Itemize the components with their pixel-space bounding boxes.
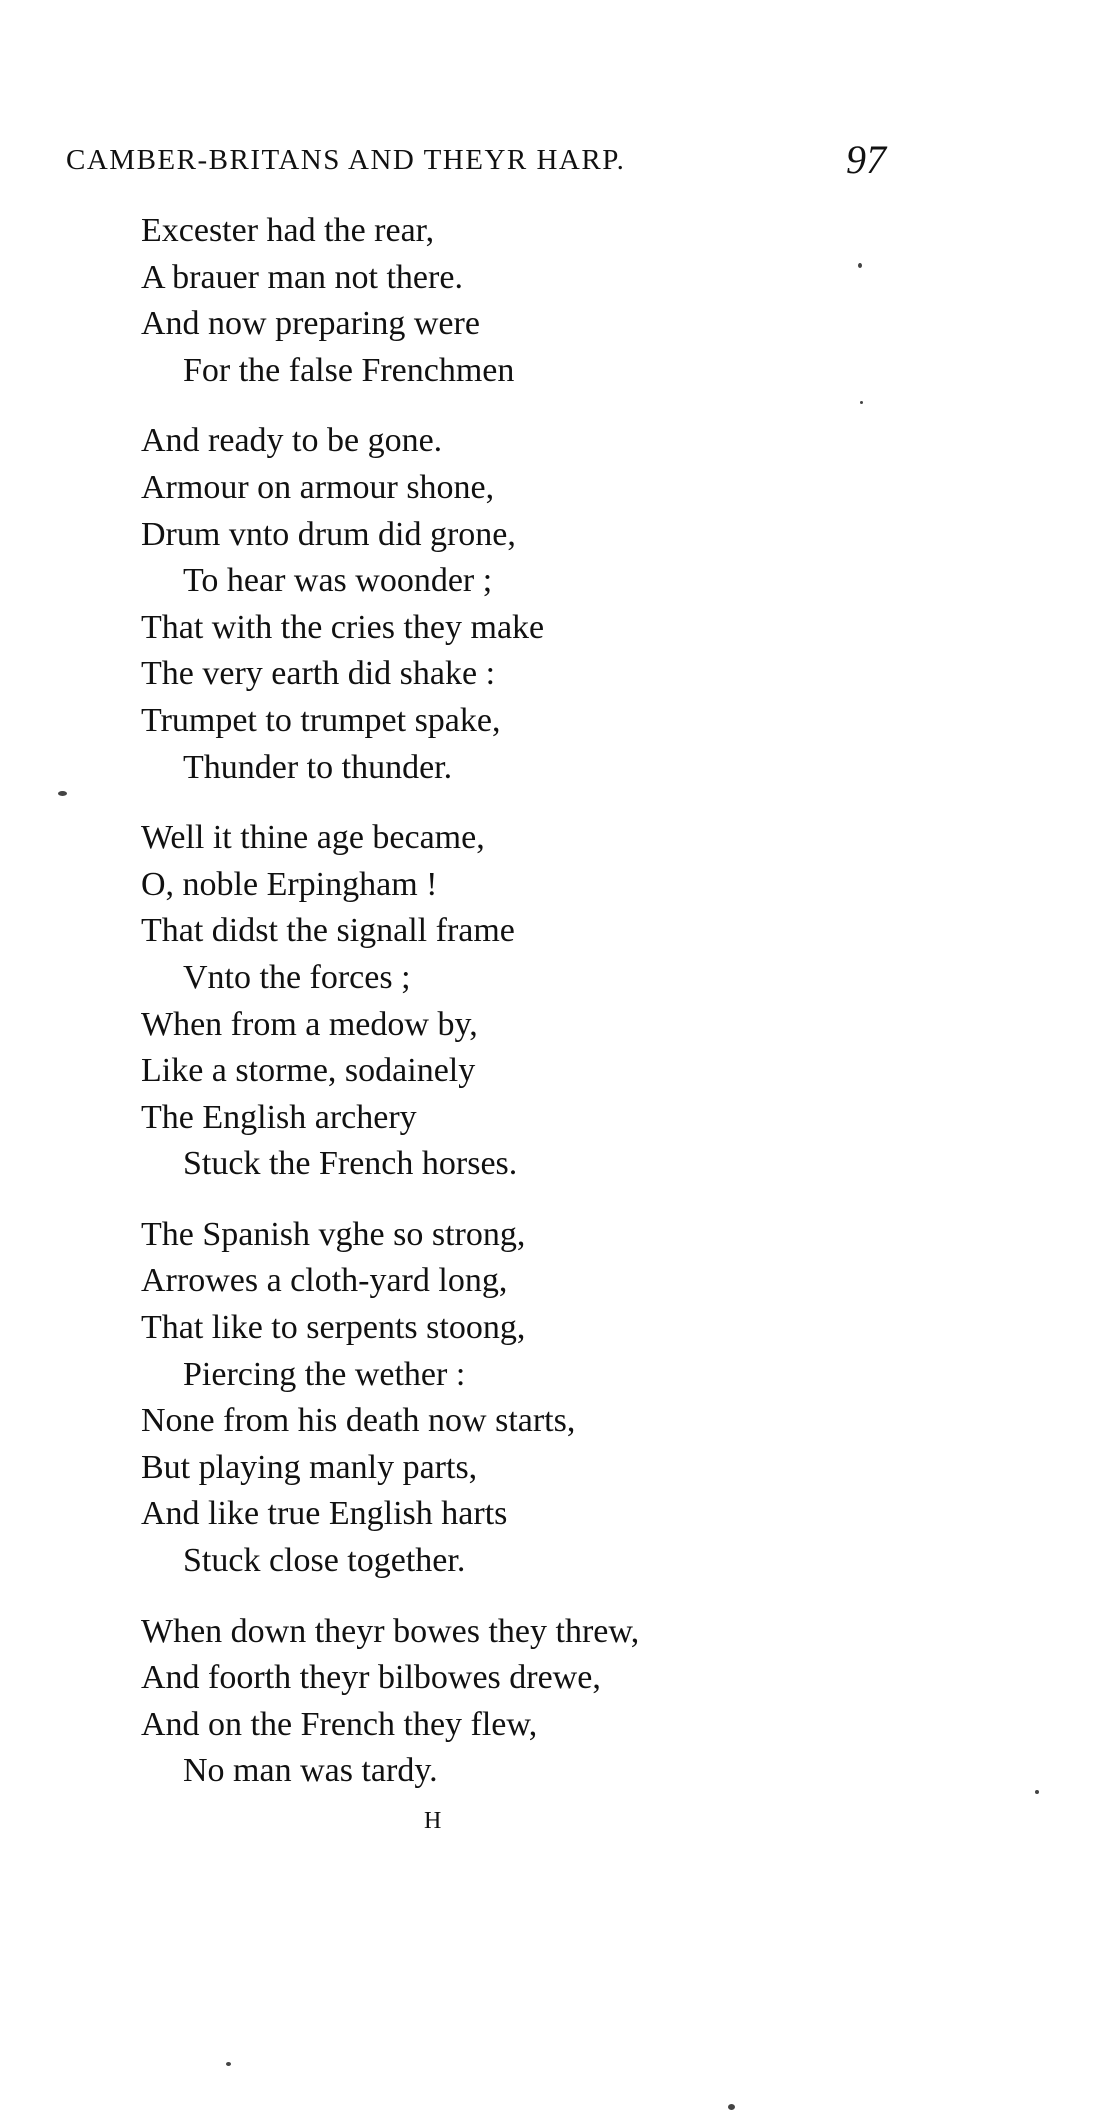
poem-line: And ready to be gone. bbox=[141, 422, 443, 460]
poem-line: Trumpet to trumpet spake, bbox=[141, 701, 501, 739]
poem-line: When down theyr bowes they threw, bbox=[141, 1612, 640, 1650]
poem-line-indented: Stuck close together. bbox=[183, 1542, 466, 1580]
poem-line: Like a storme, sodainely bbox=[141, 1052, 476, 1090]
scan-speck bbox=[728, 2104, 735, 2110]
poem-line: The Spanish vghe so strong, bbox=[141, 1215, 526, 1253]
poem-line: That with the cries they make bbox=[141, 608, 545, 646]
signature-mark: H bbox=[424, 1808, 443, 1834]
poem-line: None from his death now starts, bbox=[141, 1402, 576, 1440]
poem-line: Well it thine age became, bbox=[141, 819, 485, 857]
poem-line-indented: Thunder to thunder. bbox=[183, 748, 453, 786]
poem-line-indented: For the false Frenchmen bbox=[183, 351, 515, 389]
stanza-3 bbox=[141, 815, 941, 1188]
stanza-1 bbox=[141, 208, 941, 394]
poem-line: And now preparing were bbox=[141, 305, 480, 343]
poem-line: And like true English harts bbox=[141, 1495, 508, 1533]
running-head bbox=[66, 136, 886, 186]
poem-line: That didst the signall frame bbox=[141, 912, 515, 950]
poem-line-indented: Piercing the wether : bbox=[183, 1355, 466, 1393]
poem-line-indented: No man was tardy. bbox=[183, 1752, 438, 1790]
poem-line: Drum vnto drum did grone, bbox=[141, 515, 516, 553]
page-number: 97 bbox=[846, 137, 886, 182]
poem-line-indented: To hear was woonder ; bbox=[183, 562, 493, 600]
stanza-2 bbox=[141, 418, 941, 791]
poem-line: The very earth did shake : bbox=[141, 655, 496, 693]
stanza-5 bbox=[141, 1609, 941, 1795]
poem-line-indented: Stuck the French horses. bbox=[183, 1145, 518, 1183]
stanza-4 bbox=[141, 1212, 941, 1585]
scan-speck bbox=[58, 791, 67, 796]
poem-line-indented: Vnto the forces ; bbox=[183, 958, 411, 996]
poem bbox=[141, 208, 941, 1819]
poem-line: And foorth theyr bilbowes drewe, bbox=[141, 1659, 601, 1697]
poem-line: A brauer man not there. bbox=[141, 258, 463, 296]
scan-speck bbox=[858, 263, 862, 268]
scan-speck bbox=[226, 2062, 231, 2066]
poem-line: When from a medow by, bbox=[141, 1005, 478, 1043]
scan-speck bbox=[860, 401, 863, 404]
poem-line: The English archery bbox=[141, 1098, 417, 1136]
poem-line: O, noble Erpingham ! bbox=[141, 865, 438, 903]
poem-line: Arrowes a cloth-yard long, bbox=[141, 1262, 508, 1300]
poem-line: But playing manly parts, bbox=[141, 1448, 478, 1486]
running-title: CAMBER-BRITANS AND THEYR HARP. bbox=[66, 144, 626, 176]
scan-speck bbox=[1035, 1790, 1039, 1794]
poem-line: That like to serpents stoong, bbox=[141, 1309, 526, 1347]
poem-line: And on the French they flew, bbox=[141, 1705, 538, 1743]
poem-line: Armour on armour shone, bbox=[141, 468, 495, 506]
poem-line: Excester had the rear, bbox=[141, 212, 435, 249]
